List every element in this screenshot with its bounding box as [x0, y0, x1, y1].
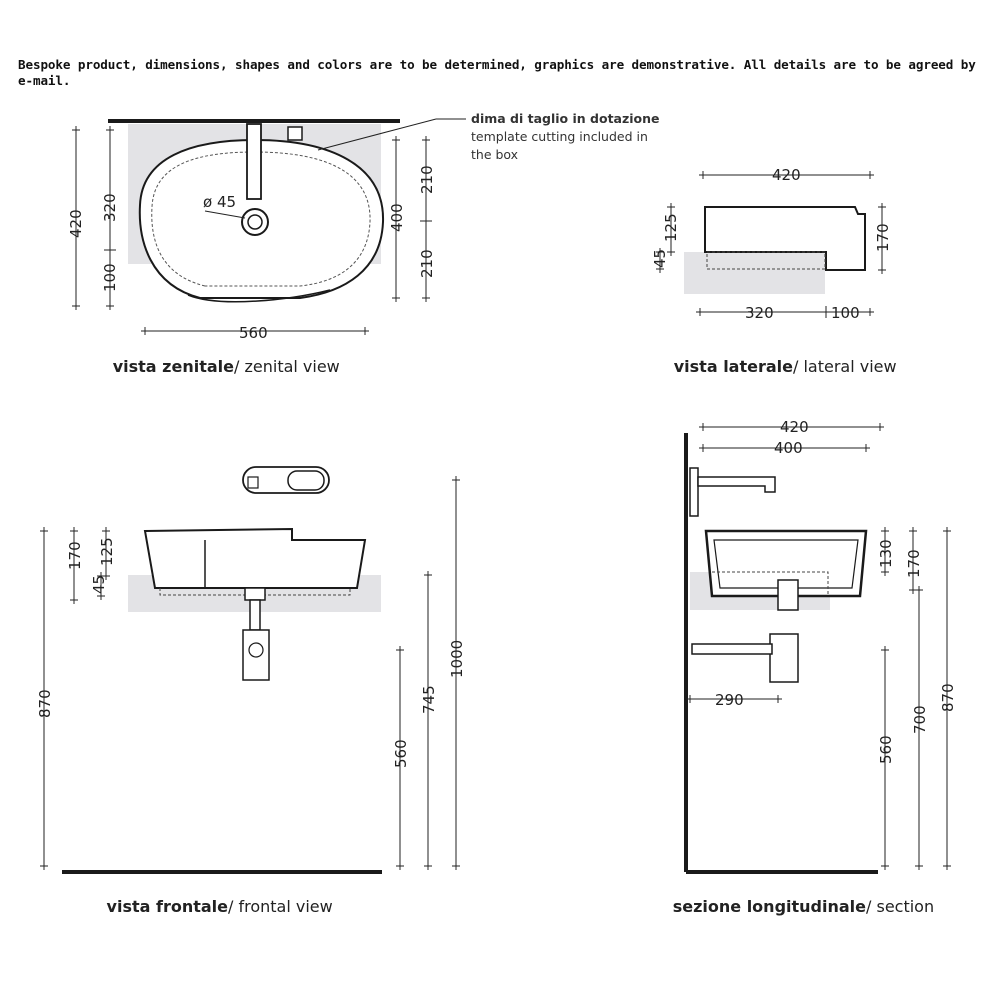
sec-dim-560: 560 — [877, 735, 895, 764]
caption-zenital-en: / zenital view — [234, 357, 340, 376]
sec-dim-420: 420 — [780, 418, 809, 436]
siphon-section — [770, 634, 798, 682]
tap-section — [698, 477, 775, 492]
caption-lateral-it: vista laterale — [673, 357, 793, 376]
sec-dim-130: 130 — [877, 539, 895, 568]
lat-dim-420: 420 — [772, 166, 801, 184]
dim-400: 400 — [388, 203, 406, 232]
drain-front — [245, 588, 265, 600]
sec-dim-170: 170 — [905, 549, 923, 578]
sec-dim-700: 700 — [911, 705, 929, 734]
waste-pipe — [692, 644, 772, 654]
front-dim-1000: 1000 — [448, 639, 466, 678]
caption-section-en: / section — [866, 897, 935, 916]
caption-frontal-en: / frontal view — [228, 897, 333, 916]
section-view — [673, 418, 957, 916]
dim-560: 560 — [239, 324, 268, 342]
tap-lever — [288, 127, 302, 140]
lat-dim-100: 100 — [831, 304, 860, 322]
lat-dim-320: 320 — [745, 304, 774, 322]
zenital-view — [67, 111, 660, 376]
annotation-line1: template cutting included in — [471, 129, 648, 144]
dim-210-bottom: 210 — [418, 249, 436, 278]
sec-dim-290: 290 — [715, 691, 744, 709]
front-dim-745: 745 — [420, 685, 438, 714]
dim-420: 420 — [67, 209, 85, 238]
lat-dim-45: 45 — [651, 248, 669, 268]
drain-inner — [248, 215, 262, 229]
caption-section-it: sezione longitudinale — [672, 897, 866, 916]
sec-dim-400: 400 — [774, 439, 803, 457]
caption-lateral-en: / lateral view — [793, 357, 897, 376]
caption-zenital-it: vista zenitale — [112, 357, 234, 376]
annotation-title: dima di taglio in dotazione — [471, 111, 660, 126]
front-dim-125: 125 — [98, 537, 116, 566]
dim-100: 100 — [101, 263, 119, 292]
front-dim-560: 560 — [392, 739, 410, 768]
front-dim-870: 870 — [36, 689, 54, 718]
annotation-line2: the box — [471, 147, 519, 162]
sec-dim-870: 870 — [939, 683, 957, 712]
front-dim-170: 170 — [66, 541, 84, 570]
basin-front — [145, 529, 365, 588]
frontal-view — [36, 467, 466, 916]
lateral-view — [651, 166, 897, 376]
dim-210-top: 210 — [418, 165, 436, 194]
lat-dim-125: 125 — [662, 213, 680, 242]
lat-dim-170: 170 — [874, 223, 892, 252]
tap-spout — [247, 124, 261, 199]
disclaimer-notice: Bespoke product, dimensions, shapes and colors are to be determined, graphics are demonstrative. All details are to be agreed by e-mail. — [18, 57, 976, 88]
drain-section — [778, 580, 798, 610]
counter-side — [684, 252, 825, 294]
front-dim-45: 45 — [90, 574, 108, 594]
dim-320: 320 — [101, 193, 119, 222]
caption-frontal-it: vista frontale — [106, 897, 228, 916]
diameter-label: ø 45 — [203, 193, 237, 211]
